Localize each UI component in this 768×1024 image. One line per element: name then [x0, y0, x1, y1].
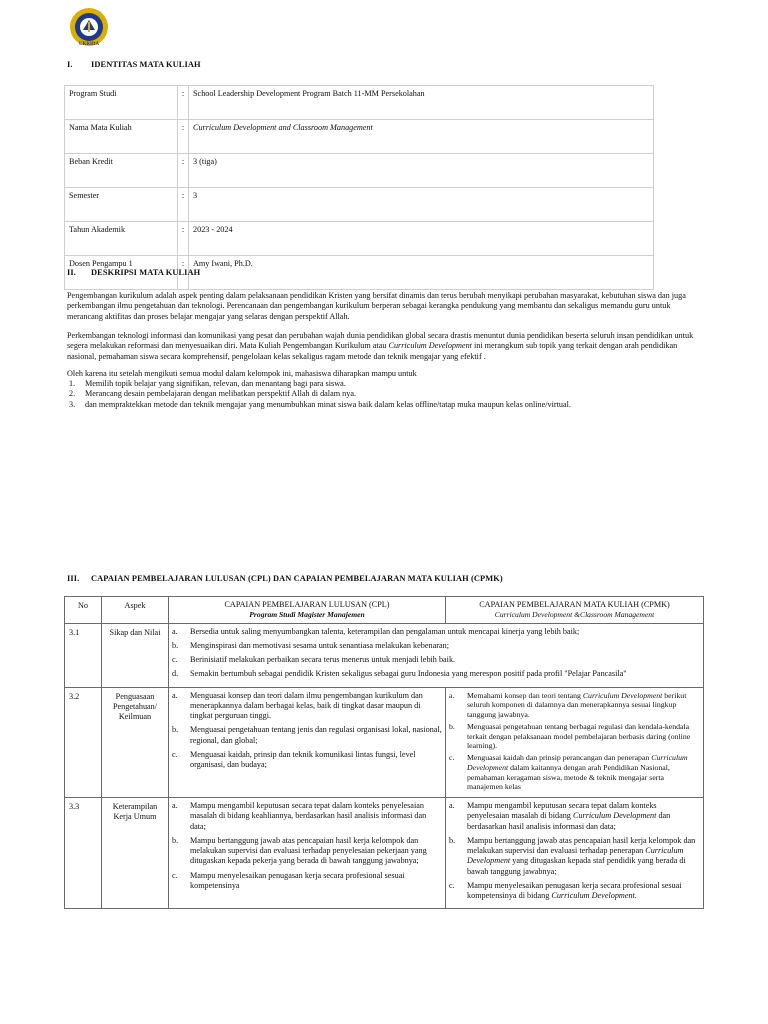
item-text-part: dalam kaitannya dengan arah Pendidikan Nasional, pemahaman keragaman siswa, metode & teknik mengajar serta manajemen kelas: [467, 762, 670, 792]
identity-table: [64, 85, 654, 290]
header-cpmk: [446, 597, 704, 624]
section-title: DESKRIPSI MATA KULIAH: [91, 268, 201, 277]
item-text: Semakin bertumbuh sebagai pendidik Kristen sekaligus sebagai guru Indonesia yang merespon positif pada profil "Pelajar Pancasila": [190, 669, 627, 679]
section-capaian-heading: [67, 574, 503, 585]
row-aspek: Sikap dan Nilai: [102, 623, 169, 687]
row-aspek: Keterampilan Kerja Umum: [102, 798, 169, 909]
list-text: Memilih topik belajar yang signifikan, relevan, dan menantang bagi para siswa.: [85, 379, 346, 388]
row-separator: :: [178, 188, 189, 222]
section-identitas-heading: [67, 60, 201, 71]
item-letter: c.: [449, 880, 455, 890]
item-text-part: Menguasai kaidah dan prinsip perancangan dan penerapan: [467, 753, 652, 763]
description-paragraph-1: Pengembangan kurikulum adalah aspek penting dalam pelaksanaan pendidikan Kristen yang bersifat dinamis dan terus berubah menyikapi perubahan masyarakat, kebutuhan siswa dan juga perkembangan ilmu pengetahuan dan teknologi. Perencanaan dan pengembangan kurikulum berperan sebagai kerangka pendukung yang membantu dan sekaligus memandu guru untuk merancang aktifitas dan proses belajar mengajar yang selaras dengan perspektif Allah.: [67, 291, 686, 321]
item-letter: a.: [449, 690, 455, 700]
list-number: 2.: [69, 389, 76, 399]
list-number: 1.: [69, 379, 76, 388]
item-letter: b.: [449, 721, 455, 731]
item-text-italic: Curriculum Development.: [551, 891, 637, 901]
item-letter: b.: [172, 835, 179, 845]
list-item: [449, 753, 700, 792]
list-item: [67, 400, 707, 410]
row-number: 3.1: [65, 623, 102, 687]
header-aspek: Aspek: [102, 597, 169, 624]
row-number: 3.2: [65, 687, 102, 797]
item-text: [467, 691, 700, 720]
item-letter: b.: [172, 725, 179, 735]
item-text: Mampu menyelesaikan penugasan kerja secara profesional sesuai kompetensinya: [190, 870, 405, 890]
section-title: IDENTITAS MATA KULIAH: [91, 60, 201, 69]
header-cpl-subtitle: Program Studi Magister Manajemen: [249, 610, 365, 620]
item-text-part: Mampu mengambil keputusan secara tepat dalam konteks penyelesaian masalah di bidang: [467, 801, 657, 821]
item-text: [467, 801, 700, 832]
header-cpmk-subtitle: Curriculum Development &Classroom Management: [494, 610, 655, 620]
paragraph-italic: Curriculum Development: [388, 341, 472, 351]
learning-outcomes-table: [64, 596, 704, 909]
row-label: Program Studi: [65, 86, 178, 120]
objectives-intro: Oleh karena itu setelah mengikuti semua modul dalam kelompok ini, mahasiswa diharapkan mampu untuk: [67, 369, 417, 378]
list-item: [172, 641, 700, 651]
row-cpmk: [446, 798, 704, 909]
table-row: [65, 86, 654, 120]
item-letter: a.: [172, 690, 178, 700]
paragraph-text: Perkembangan teknologi informasi dan komunikasi yang pesat dan perubahan wajah dunia pendidikan global secara drastis menuntut dunia pendidikan beserta seluruh insan pendidikan untuk segera melakukan reformasi dan menyesuaikan diri. Mata Kuliah Pengembangan Kurikulum atau: [67, 331, 694, 351]
table-row: [65, 188, 654, 222]
description-paragraph-2: [67, 331, 707, 362]
header-cpmk-title: CAPAIAN PEMBELAJARAN MATA KULIAH (CPMK): [479, 600, 670, 609]
row-value: Curriculum Development and Classroom Management: [189, 120, 654, 154]
logo-caption: UKRIDA: [78, 42, 100, 47]
row-separator: :: [178, 154, 189, 188]
row-label: Tahun Akademik: [65, 222, 178, 256]
item-text: Menguasai konsep dan teori dalam ilmu pengembangan kurikulum dan menerapkannya dalam berbagai kelas, baik di tingkat dasar maupun di tingkat perguruan tinggi.: [190, 690, 423, 721]
list-item: [172, 801, 442, 832]
list-item: [172, 669, 700, 679]
row-value: 3 (tiga): [189, 154, 654, 188]
header-no: No: [65, 597, 102, 624]
row-value: Amy Iwani, Ph.D.: [189, 256, 654, 290]
objectives-list: [67, 379, 707, 410]
item-letter: b.: [449, 835, 456, 845]
item-text: Berinisiatif melakukan perbaikan secara terus menerus untuk menjadi lebih baik.: [190, 655, 456, 665]
paragraph-text: ini merangkum sub topik yang terkait dengan arah pendidikan nasional, pemahaman siswa secara komprehensif, pengelolaan kelas sekaligus ragam metode dan teknik mengajar yang efektif .: [67, 341, 678, 361]
table-row: [65, 687, 704, 797]
table-row: [65, 623, 704, 687]
header-cpl: [169, 597, 446, 624]
list-item: [67, 389, 707, 399]
item-text: [467, 836, 700, 877]
item-text-italic: Curriculum Development: [467, 753, 688, 772]
table-row: [65, 154, 654, 188]
row-separator: :: [178, 256, 189, 290]
item-text: Menginspirasi dan memotivasi sesama untuk senantiasa melakukan kebenaran;: [190, 640, 449, 650]
item-text-part: Mampu bertanggung jawab atas pencapaian hasil kerja kelompok dan melakukan supervisi dan evaluasi terhadap penerapan: [467, 835, 696, 856]
row-separator: :: [178, 86, 189, 120]
table-row: [65, 120, 654, 154]
item-text: Mampu mengambil keputusan secara tepat dalam konteks penyelesaian masalah di bidang keahliannya, berdasarkan hasil analisis informasi dan data;: [190, 801, 427, 831]
item-text-part: dan berdasarkan hasil analisis informasi dan data;: [467, 811, 671, 831]
item-text: [467, 881, 700, 902]
item-text-italic: Curriculum Development: [582, 690, 663, 700]
item-letter: b.: [172, 640, 179, 650]
list-item: [449, 801, 700, 832]
item-text: Mampu bertanggung jawab atas pencapaian hasil kerja kelompok dan melakukan supervisi dan evaluasi terhadap penyelesaian pekerjaan yang ditugaskan kepada pekerja yang berada di bawah tanggung jawabnya;: [190, 835, 427, 866]
row-cpmk: [446, 687, 704, 797]
row-value: 2023 - 2024: [189, 222, 654, 256]
row-separator: :: [178, 222, 189, 256]
row-cpl: [169, 687, 446, 797]
list-item: [172, 655, 700, 665]
item-text: [467, 722, 700, 751]
item-text: Bersedia untuk saling menyumbangkan talenta, keterampilan dan pengalaman untuk mencapai kinerja yang lebih baik;: [190, 626, 580, 636]
item-text-italic: Curriculum Development: [467, 846, 684, 866]
list-item: [172, 836, 442, 867]
list-item: [449, 691, 700, 720]
row-label: Nama Mata Kuliah: [65, 120, 178, 154]
list-number: 3.: [69, 399, 76, 409]
item-text-part: berikut seluruh komponen di dalamnya dan menerapkannya sesuai lingkup tanggung jawabnya.: [467, 690, 687, 720]
list-item: [67, 379, 707, 389]
row-cpl: [169, 798, 446, 909]
table-header-row: [65, 597, 704, 624]
list-text: dan mempraktekkan metode dan teknik mengajar yang menumbuhkan minat siswa baik dalam kelas offline/tatap muka maupun kelas online/virtual.: [85, 399, 571, 409]
item-text-part: yang ditugaskan kepada staf pendidik yang berada di bawah tanggung jawabnya;: [467, 856, 686, 876]
section-number: III.: [67, 574, 80, 583]
item-letter: c.: [172, 655, 178, 665]
table-row: [65, 798, 704, 909]
row-label: Semester: [65, 188, 178, 222]
section-deskripsi-heading: [67, 268, 200, 279]
section-number: I.: [67, 60, 73, 69]
list-text: Merancang desain pembelajaran dengan melibatkan perspektif Allah di dalam nya.: [85, 389, 356, 399]
item-text: Menguasai kaidah, prinsip dan teknik komunikasi lintas fungsi, level organisasi, dan budaya;: [190, 749, 416, 770]
row-number: 3.3: [65, 798, 102, 909]
item-letter: c.: [449, 753, 455, 763]
row-value: 3: [189, 188, 654, 222]
list-item: [172, 725, 442, 746]
table-row: [65, 222, 654, 256]
row-cpl: [169, 623, 704, 687]
item-letter: a.: [172, 626, 178, 636]
header-cpl-title: CAPAIAN PEMBELAJARAN LULUSAN (CPL): [224, 600, 390, 609]
item-text-part: Menguasai pengetahuan tentang berbagai regulasi dan kendala-kendala terkait dengan pelaksanaan model pembelajaran berbasis daring (online learning).: [467, 721, 691, 751]
item-letter: a.: [449, 801, 455, 811]
item-letter: c.: [172, 870, 178, 880]
row-separator: :: [178, 120, 189, 154]
row-value: School Leadership Development Program Batch 11-MM Persekolahan: [189, 86, 654, 120]
list-item: [449, 836, 700, 877]
list-item: [449, 881, 700, 902]
list-item: [449, 722, 700, 751]
list-item: [172, 627, 700, 637]
row-aspek: Penguasaan Pengetahuan/ Keilmuan: [102, 687, 169, 797]
list-item: [172, 871, 442, 892]
university-logo: [64, 6, 114, 56]
item-text-italic: Curriculum Development: [572, 811, 657, 821]
item-letter: a.: [172, 801, 178, 811]
item-letter: c.: [172, 749, 178, 759]
section-number: II.: [67, 268, 76, 277]
row-label: Dosen Pengampu 1: [65, 256, 178, 290]
row-label: Beban Kredit: [65, 154, 178, 188]
item-text: Menguasai pengetahuan tentang jenis dan regulasi organisasi lokal, nasional, regional, dan global;: [190, 725, 442, 745]
item-text: [467, 753, 700, 792]
section-title: CAPAIAN PEMBELAJARAN LULUSAN (CPL) DAN CAPAIAN PEMBELAJARAN MATA KULIAH (CPMK): [91, 574, 503, 583]
list-item: [172, 750, 442, 771]
list-item: [172, 691, 442, 722]
item-text-part: Memahami konsep dan teori tentang: [467, 690, 583, 700]
item-letter: d.: [172, 669, 179, 679]
item-text-part: Mampu menyelesaikan penugasan kerja secara profesional sesuai kompetensinya di bidang: [467, 880, 682, 901]
